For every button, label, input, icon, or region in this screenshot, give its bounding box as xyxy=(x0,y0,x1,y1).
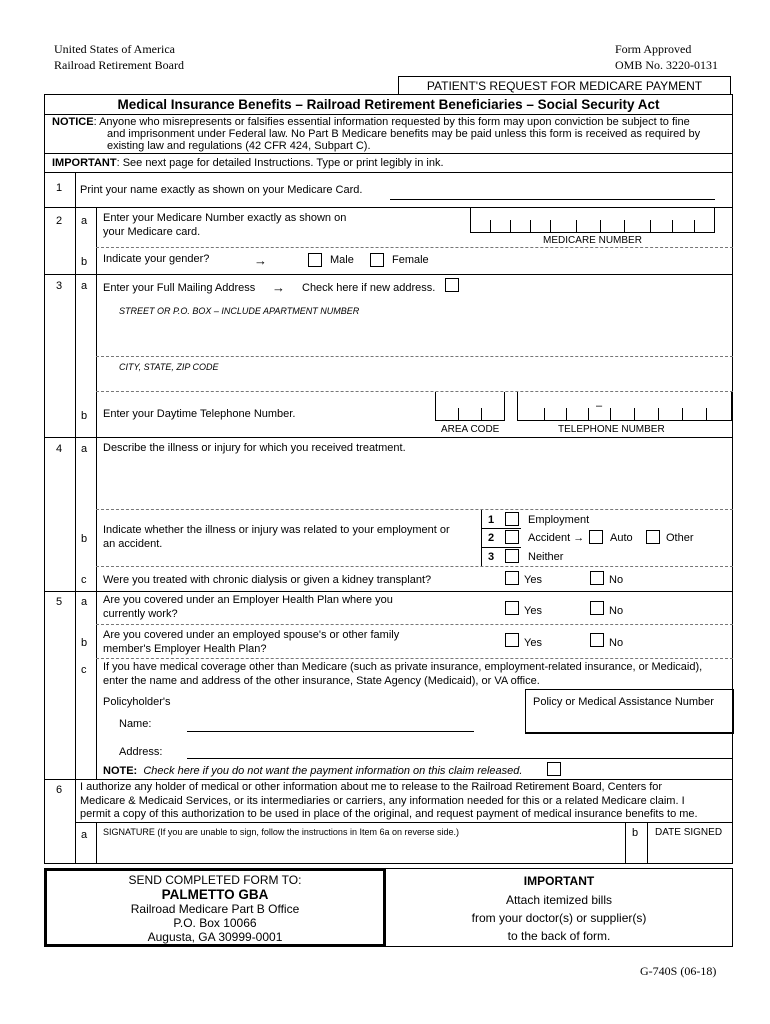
item-1-text: Print your name exactly as shown on your Medicare Card. xyxy=(80,184,363,196)
employment-checkbox[interactable] xyxy=(505,512,519,526)
important-note xyxy=(52,157,444,170)
send-to-line-4: P.O. Box 10066 xyxy=(173,916,257,930)
auto-checkbox[interactable] xyxy=(589,530,603,544)
dialysis-yes-checkbox[interactable] xyxy=(505,571,519,585)
important-box-line-3: to the back of form. xyxy=(507,929,611,943)
city-label: CITY, STATE, ZIP CODE xyxy=(119,362,219,372)
area-code-input[interactable] xyxy=(435,392,505,421)
send-to-line-3: Railroad Medicare Part B Office xyxy=(130,902,300,916)
item-6-number: 6 xyxy=(56,784,63,796)
dialysis-no-label: No xyxy=(609,574,624,586)
send-to-line-1: SEND COMPLETED FORM TO: xyxy=(128,873,302,887)
item-1-number: 1 xyxy=(56,182,63,194)
spouse-plan-yes-label: Yes xyxy=(524,637,542,649)
send-to-box xyxy=(44,868,386,947)
form-number: G-740S (06-18) xyxy=(640,964,717,978)
item-4-number: 4 xyxy=(56,443,63,455)
telephone-input[interactable] xyxy=(517,392,732,421)
item-2b-letter: b xyxy=(81,256,88,268)
item-5a-text-2: currently work? xyxy=(103,608,178,620)
medicare-number-label: MEDICARE NUMBER xyxy=(543,235,642,246)
notice-line-1: : Anyone who misrepresents or falsifies essential information requested by this form may upon conviction be subject to fine xyxy=(93,116,690,128)
arrow-right-icon: → xyxy=(254,253,267,268)
important-box xyxy=(386,868,733,947)
form-title: PATIENT'S REQUEST FOR MEDICARE PAYMENT xyxy=(426,79,703,93)
new-address-label: Check here if new address. xyxy=(302,282,436,294)
note-text: Check here if you do not want the payment information on this claim released. xyxy=(143,765,523,777)
date-signed-label: DATE SIGNED xyxy=(655,827,723,838)
arrow-right-icon: → xyxy=(272,280,285,295)
item-4a-text: Describe the illness or injury for which you received treatment. xyxy=(103,442,406,454)
send-to-line-2: PALMETTO GBA xyxy=(161,887,269,902)
area-code-label: AREA CODE xyxy=(441,424,500,435)
note-label: NOTE: xyxy=(103,765,138,777)
agency-line-2: Railroad Retirement Board xyxy=(54,58,184,72)
important-box-line-1: Attach itemized bills xyxy=(505,893,613,907)
item-5a-letter: a xyxy=(81,596,88,608)
important-box-line-2: from your doctor(s) or supplier(s) xyxy=(471,911,647,925)
item-5c-text-2: enter the name and address of the other insurance, State Agency (Medicaid), or VA office. xyxy=(103,675,540,687)
female-checkbox[interactable] xyxy=(370,253,384,267)
item-4b-text-1: Indicate whether the illness or injury was related to your employment or xyxy=(103,524,450,536)
name-input-line[interactable] xyxy=(390,199,715,200)
important-box-title: IMPORTANT xyxy=(523,874,595,888)
no-release-checkbox[interactable] xyxy=(547,762,561,776)
employer-plan-yes-label: Yes xyxy=(524,605,542,617)
item-6a-letter: a xyxy=(81,829,88,841)
dialysis-yes-label: Yes xyxy=(524,574,542,586)
item-2-number: 2 xyxy=(56,215,63,227)
item-5c-letter: c xyxy=(81,664,87,676)
neither-label: Neither xyxy=(528,551,564,563)
new-address-checkbox[interactable] xyxy=(445,278,459,292)
item-5b-text-2: member's Employer Health Plan? xyxy=(103,643,267,655)
spouse-plan-no-label: No xyxy=(609,637,624,649)
other-label: Other xyxy=(666,532,694,544)
signature-label: SIGNATURE (If you are unable to sign, follow the instructions in Item 6a on reverse side.) xyxy=(103,827,459,837)
policyholder-name-input[interactable] xyxy=(187,731,474,732)
spouse-plan-yes-checkbox[interactable] xyxy=(505,633,519,647)
signature-input[interactable] xyxy=(97,840,624,863)
male-checkbox[interactable] xyxy=(308,253,322,267)
item-2a-text-2: your Medicare card. xyxy=(103,226,201,238)
item-6b-letter: b xyxy=(632,827,639,839)
item-6-text-1: I authorize any holder of medical or other information about me to release to the Railroad Retirement Board, Centers for xyxy=(80,781,663,793)
notice-line-3: existing law and regulations (42 CFR 424, Subpart C). xyxy=(107,140,371,152)
item-5b-letter: b xyxy=(81,637,88,649)
note xyxy=(103,765,522,778)
omb-number: OMB No. 3220-0131 xyxy=(615,58,719,72)
item-4a-letter: a xyxy=(81,443,88,455)
form-title-box xyxy=(398,76,731,94)
item-3a-text: Enter your Full Mailing Address xyxy=(103,282,256,294)
other-checkbox[interactable] xyxy=(646,530,660,544)
form-approved: Form Approved xyxy=(615,42,692,56)
medicare-number-input[interactable] xyxy=(470,207,715,233)
street-input[interactable] xyxy=(96,318,733,356)
male-label: Male xyxy=(330,254,354,266)
item-3b-text: Enter your Daytime Telephone Number. xyxy=(103,408,296,420)
policyholders-label: Policyholder's xyxy=(103,696,171,708)
item-4b-letter: b xyxy=(81,533,88,545)
accident-checkbox[interactable] xyxy=(505,530,519,544)
city-state-zip-input[interactable] xyxy=(96,374,733,390)
item-2a-text-1: Enter your Medicare Number exactly as shown on xyxy=(103,212,347,224)
street-label: STREET OR P.O. BOX – INCLUDE APARTMENT NUMBER xyxy=(119,306,360,316)
send-to-line-5: Augusta, GA 30999-0001 xyxy=(147,930,283,944)
item-5c-text-1: If you have medical coverage other than Medicare (such as private insurance, employment-related insurance, or Medicaid), xyxy=(103,661,703,673)
item-4b-text-2: an accident. xyxy=(103,538,163,550)
employer-plan-no-checkbox[interactable] xyxy=(590,601,604,615)
item-4c-letter: c xyxy=(81,574,87,586)
item-2b-text: Indicate your gender? xyxy=(103,253,210,265)
employment-label: Employment xyxy=(528,514,590,526)
neither-checkbox[interactable] xyxy=(505,549,519,563)
employer-plan-yes-checkbox[interactable] xyxy=(505,601,519,615)
name-label: Name: xyxy=(119,718,152,730)
option-1-number: 1 xyxy=(488,514,495,526)
item-2a-letter: a xyxy=(81,215,88,227)
option-3-number: 3 xyxy=(488,551,495,563)
item-3a-letter: a xyxy=(81,280,88,292)
female-label: Female xyxy=(392,254,429,266)
agency-line-1: United States of America xyxy=(54,42,175,56)
notice-line-2: and imprisonment under Federal law. No Part B Medicare benefits may be paid unless this form is received as required by xyxy=(107,128,701,140)
policy-number-label: Policy or Medical Assistance Number xyxy=(533,696,714,708)
important-label: IMPORTANT xyxy=(52,157,117,169)
policyholder-address-input[interactable] xyxy=(187,758,733,759)
item-5-number: 5 xyxy=(56,596,63,608)
item-6-text-2: Medicare & Medicaid Services, or its intermediaries or carriers, any information needed for this or a related Medicare claim. I xyxy=(80,795,685,807)
main-title: Medical Insurance Benefits – Railroad Retirement Beneficiaries – Social Security Act xyxy=(117,97,660,112)
item-5a-text-1: Are you covered under an Employer Health Plan where you xyxy=(103,594,393,606)
item-3b-letter: b xyxy=(81,410,88,422)
notice-label: NOTICE xyxy=(52,116,94,128)
item-6-text-3: permit a copy of this authorization to be used in place of the original, and request payment of medical insurance benefits to me. xyxy=(80,808,698,820)
spouse-plan-no-checkbox[interactable] xyxy=(590,633,604,647)
date-signed-input[interactable] xyxy=(648,840,732,863)
item-3-number: 3 xyxy=(56,280,63,292)
option-2-number: 2 xyxy=(488,532,495,544)
accident-label: Accident → xyxy=(528,532,585,544)
address-label: Address: xyxy=(119,746,163,758)
important-text: : See next page for detailed Instructions. Type or print legibly in ink. xyxy=(116,157,444,169)
auto-label: Auto xyxy=(610,532,633,544)
item-5b-text-1: Are you covered under an employed spouse's or other family xyxy=(103,629,400,641)
item-4c-text: Were you treated with chronic dialysis or given a kidney transplant? xyxy=(103,574,432,586)
employer-plan-no-label: No xyxy=(609,605,624,617)
telephone-number-label: TELEPHONE NUMBER xyxy=(558,424,665,435)
dialysis-no-checkbox[interactable] xyxy=(590,571,604,585)
phone-dash: – xyxy=(596,400,603,412)
illness-description-input[interactable] xyxy=(96,458,733,508)
